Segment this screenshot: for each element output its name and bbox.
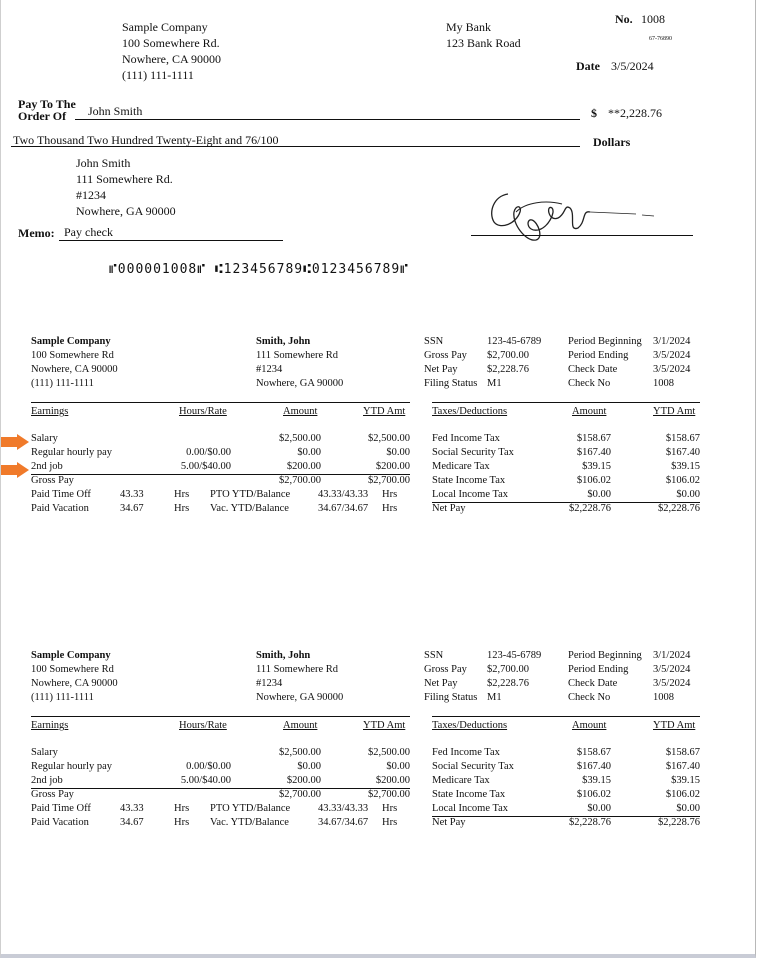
earning-amount: $0.00 [297, 447, 321, 458]
pto-label: PTO YTD/Balance [210, 489, 291, 500]
stub-employee-name: Smith, John [256, 650, 311, 661]
earning-amount: $200.00 [286, 461, 321, 472]
ytd-header: YTD Amt [363, 720, 406, 731]
stub-employee-address1: 111 Somewhere Rd [256, 350, 339, 361]
earning-ytd: $200.00 [375, 461, 410, 472]
info-label: SSN [424, 336, 444, 347]
info-label: Gross Pay [424, 664, 467, 675]
info-label: Filing Status [424, 692, 478, 703]
info-value: 123-45-6789 [487, 650, 542, 661]
amount-in-words: Two Thousand Two Hundred Twenty-Eight and 76/100 [13, 133, 279, 147]
tax-amount: $158.67 [576, 433, 611, 444]
check-date: 3/5/2024 [611, 59, 654, 73]
earning-ytd: $0.00 [386, 761, 410, 772]
routing-fraction: 67-76890 [649, 36, 672, 42]
tax-ytd: $106.02 [665, 475, 700, 486]
info-label: Filing Status [424, 378, 478, 389]
stub-company-name: Sample Company [31, 336, 111, 347]
earning-amount: $200.00 [286, 775, 321, 786]
tax-ytd-header: YTD Amt [653, 406, 696, 417]
tax-amount: $158.67 [576, 747, 611, 758]
tax-name: Social Security Tax [432, 761, 514, 772]
dollar-sign: $ [591, 106, 597, 120]
earning-ytd: $2,500.00 [368, 433, 410, 444]
tax-name: Local Income Tax [432, 803, 509, 814]
company-phone: (111) 111-1111 [122, 68, 194, 82]
earning-name: Gross Pay [31, 475, 74, 486]
earnings-header: Earnings [31, 406, 69, 417]
vacation-unit2: Hrs [382, 817, 398, 828]
vacation-label: Vac. YTD/Balance [210, 817, 289, 828]
company-address1: 100 Somewhere Rd. [122, 36, 220, 50]
tax-amount-header: Amount [572, 720, 607, 731]
bank-name: My Bank [446, 20, 491, 34]
vacation-unit2: Hrs [382, 503, 398, 514]
info-label: Period Beginning [568, 336, 642, 347]
earning-name: 2nd job [31, 775, 63, 786]
pto-unit2: Hrs [382, 489, 398, 500]
dollars-label: Dollars [593, 135, 631, 149]
stub-company-address1: 100 Somewhere Rd [31, 350, 114, 361]
tax-amount: $167.40 [576, 761, 611, 772]
pto-unit: Hrs [174, 489, 190, 500]
stub-employee-address3: Nowhere, GA 90000 [256, 692, 344, 703]
pto-name: Paid Time Off [31, 803, 91, 814]
pay-to-label [18, 98, 76, 122]
memo-label: Memo: [18, 226, 55, 240]
vacation-label: Vac. YTD/Balance [210, 503, 289, 514]
earning-amount: $0.00 [297, 761, 321, 772]
payee-address-name: John Smith [76, 156, 131, 170]
info-value: 1008 [653, 692, 674, 703]
info-label: Gross Pay [424, 350, 467, 361]
taxes-header: Taxes/Deductions [432, 720, 508, 731]
tax-name: Net Pay [432, 817, 466, 828]
tax-amount: $39.15 [582, 461, 611, 472]
taxes-header: Taxes/Deductions [432, 406, 508, 417]
info-label: Period Beginning [568, 650, 642, 661]
stub-company-name: Sample Company [31, 650, 111, 661]
payee-address-line1: 111 Somewhere Rd. [76, 172, 173, 186]
tax-amount: $39.15 [582, 775, 611, 786]
earning-rate: 5.00/$40.00 [180, 775, 231, 786]
info-label: Period Ending [568, 350, 629, 361]
tax-name: Medicare Tax [432, 461, 490, 472]
tax-amount-header: Amount [572, 406, 607, 417]
stub-employee-address2: #1234 [256, 364, 283, 375]
vacation-name: Paid Vacation [31, 817, 89, 828]
tax-amount: $167.40 [576, 447, 611, 458]
tax-amount: $2,228.76 [569, 817, 611, 828]
earning-name: 2nd job [31, 461, 63, 472]
tax-name: State Income Tax [432, 789, 506, 800]
earning-amount: $2,700.00 [279, 475, 321, 486]
pay-to-label-line2: Order Of [18, 109, 67, 123]
tax-ytd: $158.67 [665, 433, 700, 444]
info-value: 123-45-6789 [487, 336, 542, 347]
vacation-value: 34.67/34.67 [318, 503, 369, 514]
info-label: Check No [568, 692, 611, 703]
stub-company-address2: Nowhere, CA 90000 [31, 364, 118, 375]
tax-amount: $106.02 [576, 789, 611, 800]
pto-label: PTO YTD/Balance [210, 803, 291, 814]
earning-name: Regular hourly pay [31, 761, 113, 772]
tax-ytd: $167.40 [665, 761, 700, 772]
info-value: M1 [487, 692, 502, 703]
pto-value: 43.33/43.33 [318, 803, 369, 814]
tax-amount: $0.00 [587, 803, 611, 814]
tax-name: Social Security Tax [432, 447, 514, 458]
company-name: Sample Company [122, 20, 208, 34]
pto-unit: Hrs [174, 803, 190, 814]
info-label: Net Pay [424, 364, 458, 375]
tax-amount: $2,228.76 [569, 503, 611, 514]
info-value: 3/5/2024 [653, 364, 691, 375]
hours-rate-header: Hours/Rate [179, 406, 227, 417]
stub-employee-address2: #1234 [256, 678, 283, 689]
payee-address-line3: Nowhere, GA 90000 [76, 204, 176, 218]
ytd-header: YTD Amt [363, 406, 406, 417]
earnings-header: Earnings [31, 720, 69, 731]
info-value: M1 [487, 378, 502, 389]
info-value: $2,228.76 [487, 678, 529, 689]
pto-unit2: Hrs [382, 803, 398, 814]
info-value: 3/1/2024 [653, 650, 691, 661]
micr-line: ⑈000001008⑈ ⑆123456789⑆0123456789⑈ [109, 262, 409, 277]
earning-amount: $2,500.00 [279, 747, 321, 758]
check-amount: **2,228.76 [608, 106, 662, 120]
tax-name: Local Income Tax [432, 489, 509, 500]
stub-employee-address3: Nowhere, GA 90000 [256, 378, 344, 389]
tax-amount: $106.02 [576, 475, 611, 486]
earning-ytd: $2,500.00 [368, 747, 410, 758]
tax-ytd: $2,228.76 [658, 503, 700, 514]
tax-ytd: $2,228.76 [658, 817, 700, 828]
vacation-hours: 34.67 [120, 503, 144, 514]
date-label: Date [576, 59, 600, 73]
info-value: 1008 [653, 378, 674, 389]
info-value: $2,700.00 [487, 664, 529, 675]
info-label: Check Date [568, 364, 618, 375]
earning-ytd: $0.00 [386, 447, 410, 458]
earning-name: Regular hourly pay [31, 447, 113, 458]
pay-stub [1, 336, 757, 526]
amount-header: Amount [283, 406, 318, 417]
info-label: Check Date [568, 678, 618, 689]
pay-stub [1, 650, 757, 840]
earning-name: Salary [31, 433, 58, 444]
check-number: 1008 [641, 12, 665, 26]
tax-name: State Income Tax [432, 475, 506, 486]
info-value: 3/5/2024 [653, 664, 691, 675]
info-label: Check No [568, 378, 611, 389]
tax-ytd: $39.15 [671, 775, 700, 786]
pto-name: Paid Time Off [31, 489, 91, 500]
stub-employee-address1: 111 Somewhere Rd [256, 664, 339, 675]
tax-ytd: $106.02 [665, 789, 700, 800]
memo-text: Pay check [64, 225, 113, 239]
earning-ytd: $2,700.00 [368, 789, 410, 800]
payee-name: John Smith [88, 104, 143, 118]
earning-amount: $2,700.00 [279, 789, 321, 800]
info-label: Net Pay [424, 678, 458, 689]
vacation-unit: Hrs [174, 817, 190, 828]
info-label: Period Ending [568, 664, 629, 675]
earning-rate: 5.00/$40.00 [180, 461, 231, 472]
info-value: $2,700.00 [487, 350, 529, 361]
tax-amount: $0.00 [587, 489, 611, 500]
info-value: 3/5/2024 [653, 350, 691, 361]
tax-ytd: $167.40 [665, 447, 700, 458]
tax-name: Net Pay [432, 503, 466, 514]
company-address2: Nowhere, CA 90000 [122, 52, 221, 66]
hours-rate-header: Hours/Rate [179, 720, 227, 731]
tax-ytd-header: YTD Amt [653, 720, 696, 731]
earning-amount: $2,500.00 [279, 433, 321, 444]
tax-ytd: $158.67 [665, 747, 700, 758]
info-label: SSN [424, 650, 444, 661]
vacation-unit: Hrs [174, 503, 190, 514]
vacation-name: Paid Vacation [31, 503, 89, 514]
stub-company-address2: Nowhere, CA 90000 [31, 678, 118, 689]
earning-name: Salary [31, 747, 58, 758]
info-value: $2,228.76 [487, 364, 529, 375]
amount-header: Amount [283, 720, 318, 731]
tax-name: Fed Income Tax [432, 747, 500, 758]
tax-ytd: $0.00 [676, 489, 700, 500]
vacation-hours: 34.67 [120, 817, 144, 828]
stub-employee-name: Smith, John [256, 336, 311, 347]
tax-name: Medicare Tax [432, 775, 490, 786]
check-number-label: No. [615, 12, 633, 26]
bank-address: 123 Bank Road [446, 36, 521, 50]
tax-ytd: $39.15 [671, 461, 700, 472]
info-value: 3/5/2024 [653, 678, 691, 689]
pto-hours: 43.33 [120, 803, 144, 814]
info-value: 3/1/2024 [653, 336, 691, 347]
pto-value: 43.33/43.33 [318, 489, 369, 500]
stub-company-phone: (111) 111-1111 [31, 692, 94, 703]
stub-company-phone: (111) 111-1111 [31, 378, 94, 389]
tax-ytd: $0.00 [676, 803, 700, 814]
earning-ytd: $200.00 [375, 775, 410, 786]
stub-company-address1: 100 Somewhere Rd [31, 664, 114, 675]
pay-to-label-line1: Pay To The [18, 97, 76, 111]
vacation-value: 34.67/34.67 [318, 817, 369, 828]
signature [486, 182, 666, 252]
earning-ytd: $2,700.00 [368, 475, 410, 486]
earning-name: Gross Pay [31, 789, 74, 800]
earning-rate: 0.00/$0.00 [186, 761, 231, 772]
payee-address-line2: #1234 [76, 188, 106, 202]
tax-name: Fed Income Tax [432, 433, 500, 444]
pto-hours: 43.33 [120, 489, 144, 500]
earning-rate: 0.00/$0.00 [186, 447, 231, 458]
